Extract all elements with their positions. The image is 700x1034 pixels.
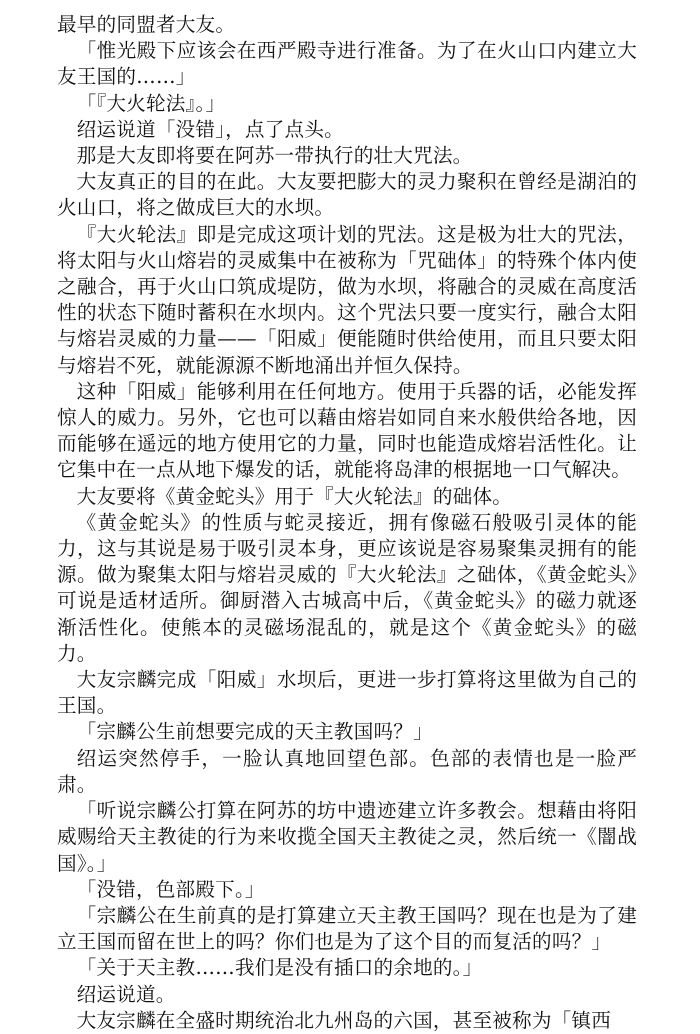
- paragraph: 绍运说道「没错」，点了点头。: [76, 117, 344, 141]
- paragraph: 那是大友即将要在阿苏一带执行的壮大咒法。: [76, 144, 473, 168]
- paragraph: 大友宗麟在全盛时期统治北九州岛的六国，甚至被称为「镇西: [76, 1008, 612, 1032]
- paragraph: 「没错，色部殿下。」: [76, 877, 265, 901]
- paragraph: 「关于天主教……我们是没有插口的余地的。」: [76, 956, 483, 980]
- paragraph: 最早的同盟者大友。: [57, 13, 236, 36]
- paragraph: 绍运突然停手，一脸认真地回望色部。色部的表情也是一脸严肃。: [57, 746, 637, 796]
- paragraph: 「『大火轮法』。」: [76, 91, 226, 115]
- paragraph: 大友宗麟完成「阳威」水坝后，更进一步打算将这里做为自己的王国。: [57, 668, 637, 718]
- paragraph: 绍运说道。: [76, 982, 176, 1006]
- document-page: [57, 12, 637, 1034]
- paragraph: 大友真正的目的在此。大友要把膨大的灵力聚积在曾经是湖泊的火山口，将之做成巨大的水坝。: [57, 170, 637, 220]
- paragraph: 大友要将《黄金蛇头》用于『大火轮法』的础体。: [76, 484, 513, 508]
- paragraph: 「宗麟公在生前真的是打算建立天主教王国吗？现在也是为了建立王国而留在世上的吗？你们也是为了这个目的而复活的吗？」: [57, 903, 637, 954]
- paragraph: 「宗麟公生前想要完成的天主教国吗？」: [76, 720, 433, 744]
- paragraph: 『大火轮法』即是完成这项计划的咒法。这是极为壮大的咒法，将太阳与火山熔岩的灵威集中在被称为「咒础体」的特殊个体内使之融合，再于火山口筑成堤防，做为水坝，将融合的灵威在高度活性的状态下随时蓄积在水坝内。这个咒法只要一度实行，融合太阳与熔岩灵威的力量——「阳威」便能随时供给使用，而且只要太阳与熔岩不死，就能源源不断地涌出并恒久保持。: [57, 222, 637, 377]
- paragraph: 「惟光殿下应该会在西严殿寺进行准备。为了在火山口内建立大友王国的……」: [57, 39, 637, 89]
- paragraph: 《黄金蛇头》的性质与蛇灵接近，拥有像磁石般吸引灵体的能力，这与其说是易于吸引灵本身，更应该说是容易聚集灵拥有的能源。做为聚集太阳与熔岩灵威的『大火轮法』之础体，《黄金蛇头》可说是适材适所。御厨潜入古城高中后，《黄金蛇头》的磁力就逐渐活性化。使熊本的灵磁场混乱的，就是这个《黄金蛇头》的磁力。: [57, 510, 637, 665]
- paragraph: 「听说宗麟公打算在阿苏的坊中遗迹建立许多教会。想藉由将阳威赐给天主教徒的行为来收揽全国天主教徒之灵，然后统一《闇战国》。」: [57, 799, 637, 875]
- paragraph: 这种「阳威」能够利用在任何地方。使用于兵器的话，必能发挥惊人的威力。另外，它也可以藉由熔岩如同自来水般供给各地，因而能够在遥远的地方使用它的力量，同时也能造成熔岩活性化。让它集中在一点从地下爆发的话，就能将岛津的根据地一口气解决。: [57, 379, 637, 482]
